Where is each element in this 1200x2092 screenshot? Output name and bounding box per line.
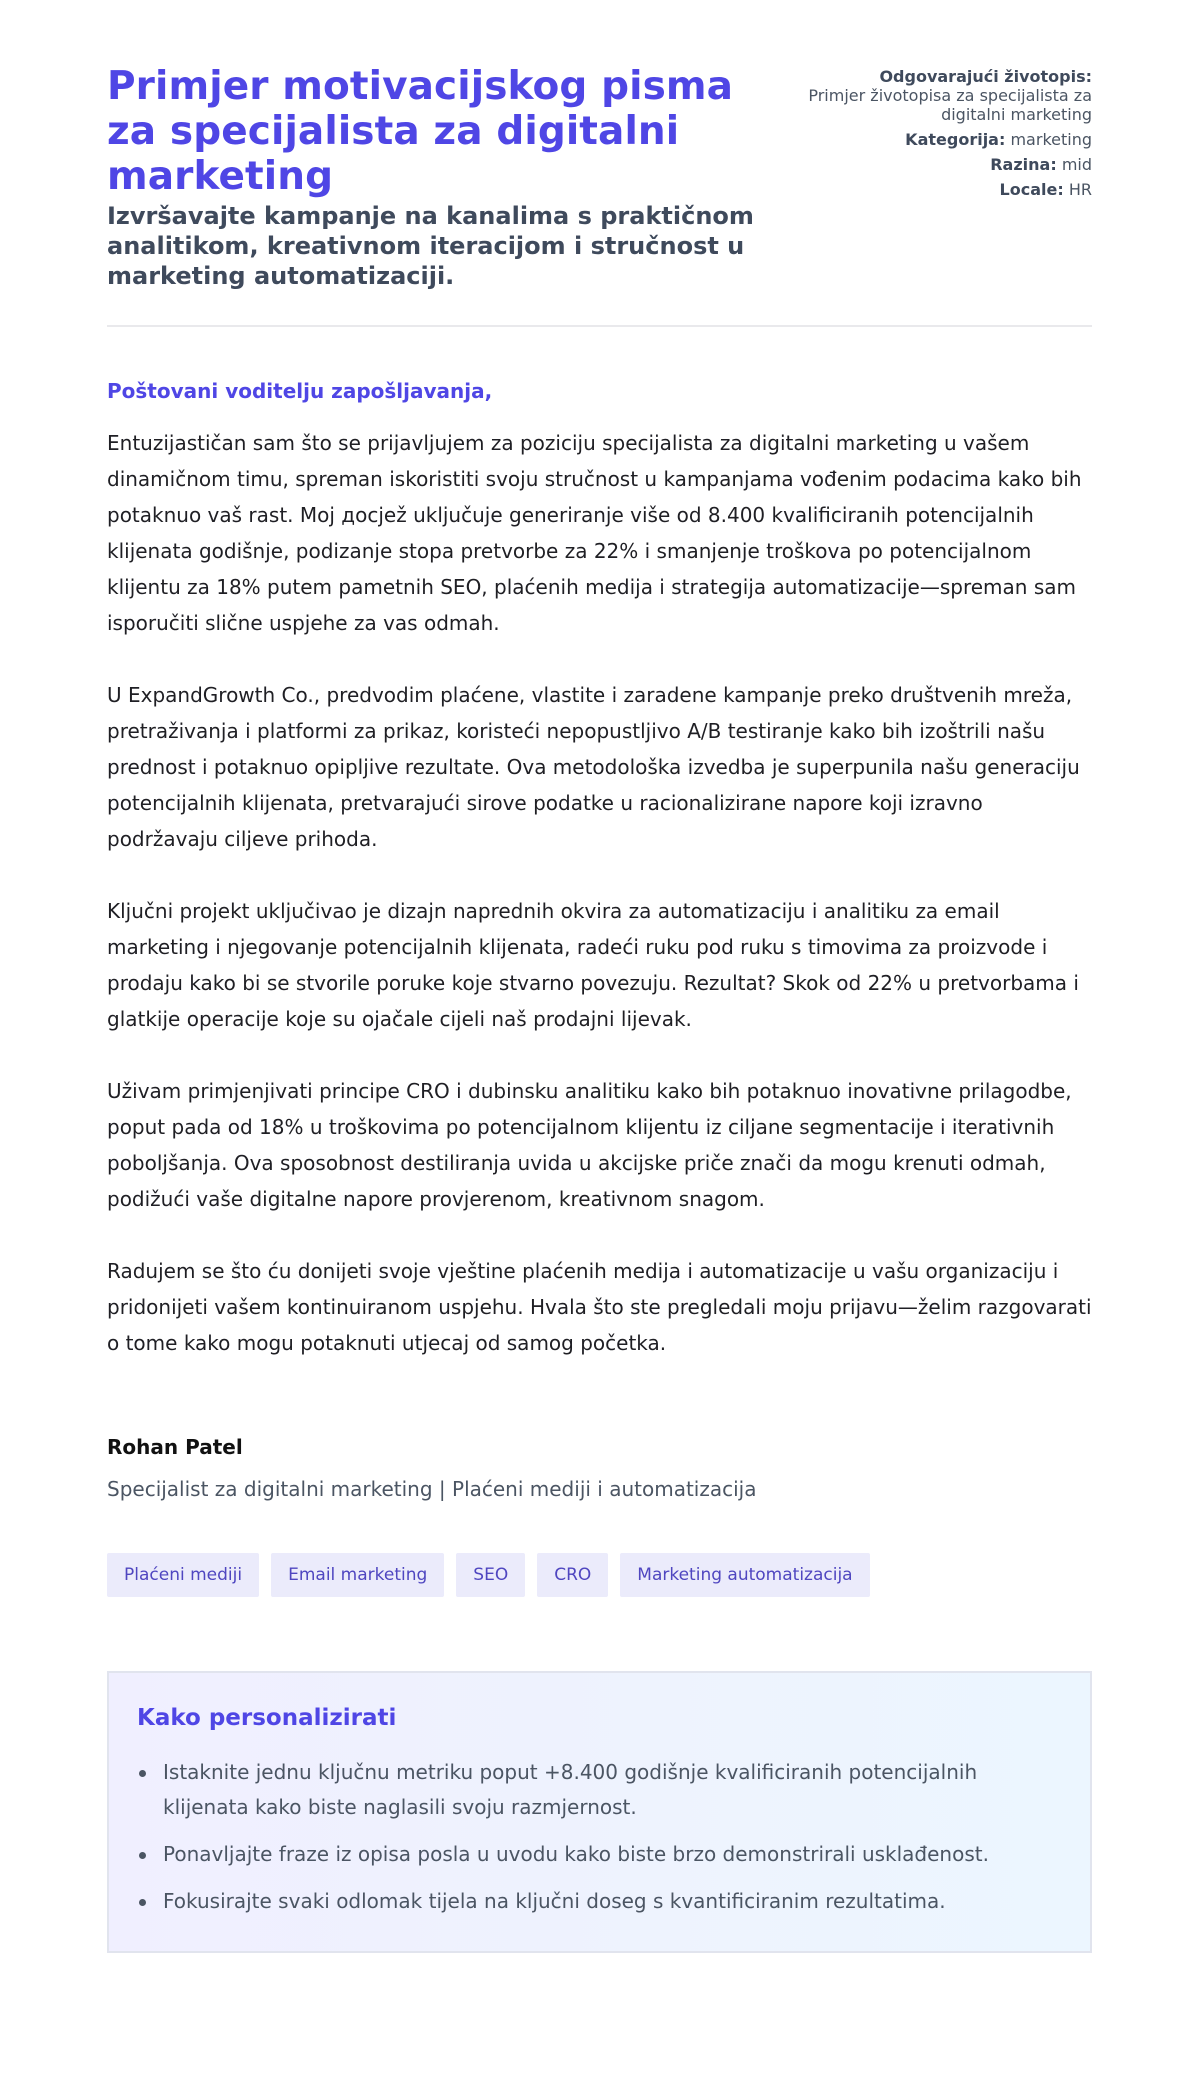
meta-level [792,155,1092,174]
signature [107,1433,1092,1503]
letter-paragraph: Entuzijastičan sam što se prijavljujem za poziciju specijalista za digitalni marketing u vašem dinamičnom timu, spreman iskoristiti svoju stručnost u kampanjama vođenim podacima kako bih potaknuo vaš rast. Moj досјеž uključuje generiranje više od 8.400 kvalificiranih potencijalnih klijenata godišnje, podizanje stopa pretvorbe za 22% i smanjenje troškova po potencijalnom klijentu za 18% putem pametnih SEO, plaćenih medija i strategija automatizacije—spreman sam isporučiti slične uspjehe za vas odmah. [107,431,1082,635]
meta-locale-label: Locale: [999,180,1064,199]
tips-item-text: Fokusirajte svaki odlomak tijela na ključni doseg s kvantificiranim rezultatima. [163,1889,946,1913]
tag-paid-media[interactable]: Plaćeni mediji [107,1553,259,1597]
letter-paragraph: Ključni projekt uključivao je dizajn naprednih okvira za automatizaciju i analitiku za email marketing i njegovanje potencijalnih klijenata, radeći ruku pod ruku s timovima za proizvode i prodaju kako bi se stvorile poruke koje stvarno povezuju. Rezultat? Skok od 22% u pretvorbama i glatkije operacije koje su ojačale cijeli naš prodajni lijevak. [107,899,1079,1031]
tips-item-text: Ponavljajte fraze iz opisa posla u uvodu kako biste brzo demonstrirali usklađenost. [163,1842,989,1866]
letter-body [107,327,1092,1503]
bullet-icon [139,1770,146,1777]
meta-category-value: marketing [1010,130,1092,149]
tag-cro[interactable]: CRO [537,1553,608,1597]
page-header [107,64,1092,327]
page-subtitle: Izvršavajte kampanje na kanalima s praktičnom analitikom, kreativnom iteracijom i stručnost u marketing automatizaciji. [107,202,754,290]
letter-paragraph: Uživam primjenjivati principe CRO i dubinsku analitiku kako bih potaknuo inovativne prilagodbe, poput pada od 18% u troškovima po potencijalnom klijentu iz ciljane segmentacije i iterativnih poboljšanja. Ova sposobnost destiliranja uvida u akcijske priče znači da mogu krenuti odmah, podižući vaše digitalne napore provjerenom, kreativnom snagom. [107,1079,1072,1211]
meta-level-label: Razina: [990,155,1057,174]
meta-resume-link[interactable]: Primjer životopisa za specijalista za digitalni marketing [808,86,1092,124]
header-titles [107,64,787,291]
meta-level-value: mid [1061,155,1092,174]
meta-category [792,130,1092,149]
tips-item [137,1884,1062,1919]
document-meta [792,64,1092,205]
skill-tags [107,1553,1092,1597]
tag-email-marketing[interactable]: Email marketing [271,1553,444,1597]
bullet-icon [139,1899,146,1906]
personalization-tips [107,1671,1092,1953]
meta-locale-value: HR [1068,180,1092,199]
tips-item [137,1755,1062,1825]
tips-list [137,1755,1062,1919]
letter-paragraph: Radujem se što ću donijeti svoje vještine plaćenih medija i automatizacije u vašu organizaciju i pridonijeti vašem kontinuiranom uspjehu. Hvala što ste pregledali moju prijavu—želim razgovarati o tome kako mogu potaknuti utjecaj od samog početka. [107,1259,1092,1355]
tag-seo[interactable]: SEO [456,1553,525,1597]
tips-title: Kako personalizirati [137,1705,397,1731]
salutation: Poštovani voditelju zapošljavanja, [107,379,493,403]
letter-paragraph: U ExpandGrowth Co., predvodim plaćene, vlastite i zaradene kampanje preko društvenih mreža, pretraživanja i platformi za prikaz, koristeći nepopustljivo A/B testiranje kako bih izoštrili našu prednost i potaknuo opipljive rezultate. Ova metodološka izvedba je superpunila našu generaciju potencijalnih klijenata, pretvarajući sirove podatke u racionalizirane napore koji izravno podržavaju ciljeve prihoda. [107,683,1080,851]
tips-item-text: Istaknite jednu ključnu metriku poput +8.400 godišnje kvalificiranih potencijalnih klijenata kako biste naglasili svoju razmjernost. [163,1760,978,1819]
signature-name: Rohan Patel [107,1435,243,1459]
page-title: Primjer motivacijskog pisma za specijalista za digitalni marketing [107,64,734,199]
meta-resume [792,67,1092,124]
tag-marketing-automation[interactable]: Marketing automatizacija [620,1553,869,1597]
meta-resume-label: Odgovarajući životopis: [879,67,1092,86]
signature-title: Specijalist za digitalni marketing | Plaćeni mediji i automatizacija [107,1477,757,1501]
tips-item [137,1837,1062,1872]
bullet-icon [139,1852,146,1859]
meta-category-label: Kategorija: [905,130,1006,149]
meta-locale [792,180,1092,199]
